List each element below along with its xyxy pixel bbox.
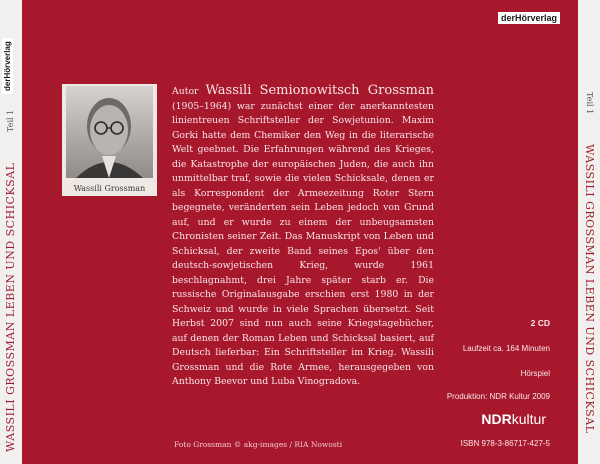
bio-label: Autor <box>172 86 199 97</box>
left-spine <box>0 0 22 464</box>
author-photo-frame <box>62 84 157 196</box>
photo-credit: Foto Grossman © akg-images / RIA Nowosti <box>174 440 343 449</box>
portrait-illustration <box>66 86 153 178</box>
author-name: Wassili Semionowitsch Grossman <box>205 83 434 98</box>
author-biography <box>172 84 434 390</box>
photo-caption: Wassili Grossman <box>73 184 146 193</box>
publisher-logo-left: derHörverlag <box>2 38 13 94</box>
right-spine <box>578 0 600 464</box>
runtime: Laufzeit ca. 164 Minuten <box>462 344 550 353</box>
spine-part-left: Teil 1 <box>6 109 15 132</box>
isbn: ISBN 978-3-86717-427-5 <box>460 439 550 448</box>
spine-title-left: WASSILI GROSSMAN LEBEN UND SCHICKSAL <box>4 162 17 452</box>
publisher-logo-top: derHörverlag <box>498 12 560 24</box>
author-photo <box>66 86 153 178</box>
ndr-kultur-logo: NDRkultur <box>481 411 546 427</box>
genre: Hörspiel <box>520 369 550 378</box>
main-panel <box>22 0 578 464</box>
spine-title-right: WASSILI GROSSMAN LEBEN UND SCHICKSAL <box>583 144 596 434</box>
bio-text: (1905–1964) war zunächst einer der anerkanntesten linientreuen Schriftsteller der Sowjetunion. Maxim Gorki hatte dem Chemiker den Weg in die literarische Welt geebnet. Die Erfahrungen während des Krieges, die Katastrophe der europäischen Juden, die auch ihn unmittelbar traf, sowie die vielen Schicksale, denen er als Korrespondent der Armeezeitung Roter Stern begegnete, veränderten sein Leben jedoch von Grund auf, und er wurde zu einem der unbeugsamsten Chronisten seiner Zeit. Das Manuskript von Leben und Schicksal, der zweite Band seines Epos' über den deutsch-sowjetischen Krieg, wurde 1961 beschlagnahmt, drei Jahre später starb er. Die russische Originalausgabe erschien erst 1980 in der Schweiz und wurde in viele Sprachen übersetzt. Seit Herbst 2007 sind nun auch seine Kriegstagebücher, auf denen der Roman Leben und Schicksal basiert, auf Deutsch lieferbar: Ein Schriftsteller im Krieg. Wassili Grossman und die Rote Armee, herausgegeben von Anthony Beevor und Luba Vinogradova. <box>172 100 434 387</box>
spine-part-right: Teil 1 <box>585 92 594 115</box>
production: Produktion: NDR Kultur 2009 <box>446 392 550 401</box>
cd-count: 2 CD <box>530 318 550 328</box>
